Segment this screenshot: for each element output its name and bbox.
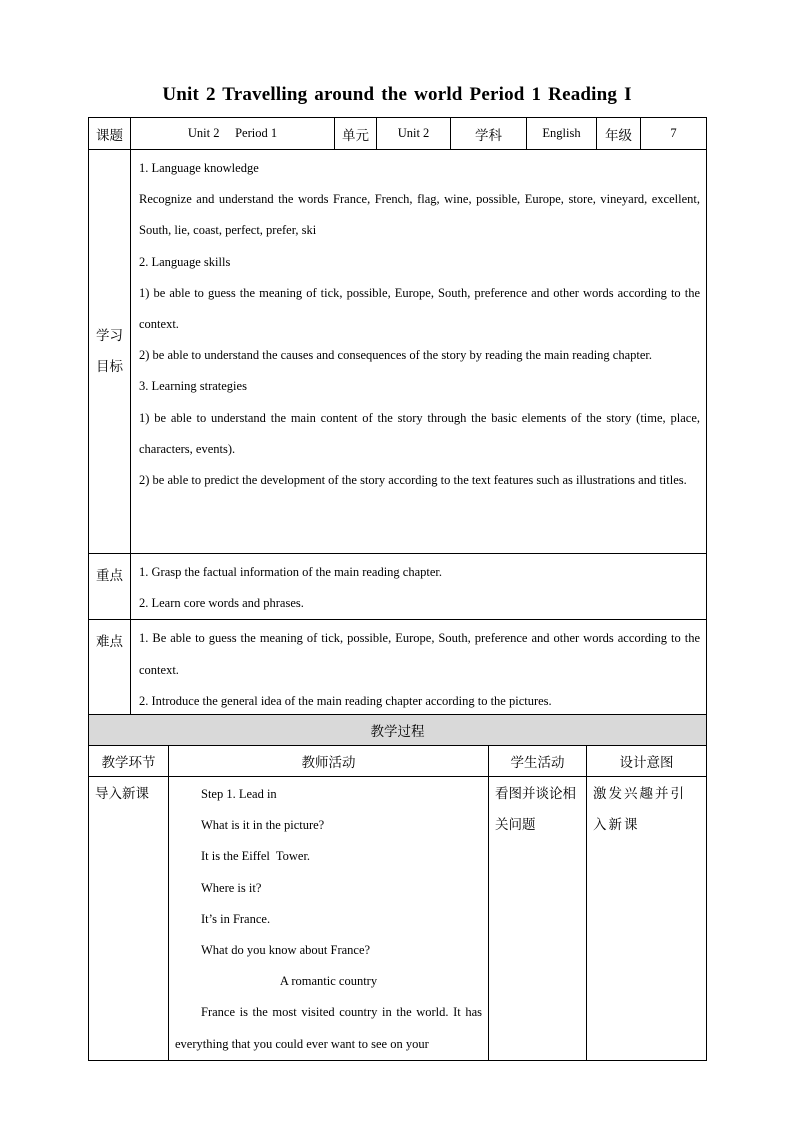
teacher-line: What do you know about France?: [201, 943, 371, 958]
grade-value: 7: [641, 118, 707, 150]
goals-row: [89, 150, 707, 554]
teacher-heading: A romantic country: [279, 974, 378, 989]
key-point-line: 1. Grasp the factual information of the main reading chapter.: [139, 565, 443, 579]
teacher-line: It is the Eiffel Tower.: [201, 849, 311, 864]
teacher-line: What is it in the picture?: [201, 818, 325, 833]
subject-value: English: [527, 118, 597, 150]
subject-label: 学科: [451, 118, 527, 150]
goal-line: 2) be able to understand the causes and consequences of the story by reading the main reading chapter.: [139, 348, 653, 363]
goal-line: 3. Learning strategies: [139, 379, 247, 394]
difficulties-label: 难点: [89, 620, 131, 718]
col-teacher: 教师活动: [169, 746, 489, 777]
teaching-process-table: [88, 714, 707, 1061]
teacher-line: It’s in France.: [201, 911, 271, 926]
student-activity-cell: 看图并谈论相关问题: [489, 777, 587, 1061]
process-row: [89, 777, 707, 1061]
goal-line: 2) be able to predict the development of the story according to the text features such as illustrations and titles.: [139, 473, 687, 488]
col-stage: 教学环节: [89, 746, 169, 777]
course-label: 课题: [89, 118, 131, 150]
goal-line: Recognize and understand the words France, French, flag, wine, possible, Europe, store, vineyard, excellent, South, lie, coast, perfect, prefer, ski: [139, 192, 700, 238]
difficulty-line: 1. Be able to guess the meaning of tick, possible, Europe, South, preference and other words according to the context.: [139, 631, 700, 677]
teacher-paragraph: France is the most visited country in the world. It has everything that you could ever want to see on your: [175, 1005, 482, 1051]
goal-line: 1) be able to guess the meaning of tick, possible, Europe, South, preference and other words according to the context.: [139, 285, 700, 332]
grade-label: 年级: [597, 118, 641, 150]
stage-cell: 导入新课: [89, 777, 169, 1061]
goals-label-line1: 学习: [96, 327, 123, 344]
difficulties-row: [89, 620, 707, 718]
process-band-row: [89, 715, 707, 746]
page-title: Unit 2 Travelling around the world Period 1 Reading I: [162, 84, 632, 105]
goal-line: 1) be able to understand the main content of the story through the basic elements of the story (time, place, characters, events).: [139, 410, 700, 456]
teacher-line: Step 1. Lead in: [201, 787, 277, 801]
key-points-row: [89, 554, 707, 620]
goal-line: 2. Language skills: [139, 254, 231, 269]
goal-line: 1. Language knowledge: [139, 161, 259, 175]
process-columns-row: [89, 746, 707, 777]
unit-label: 单元: [335, 118, 377, 150]
goals-label-line2: 目标: [96, 358, 123, 375]
course-value: Unit 2 Period 1: [131, 118, 335, 150]
col-design: 设计意图: [587, 746, 707, 777]
process-band: 教学过程: [89, 715, 707, 746]
goals-content: [131, 150, 707, 554]
difficulty-line: 2. Introduce the general idea of the main reading chapter according to the pictures.: [139, 693, 552, 708]
key-point-line: 2. Learn core words and phrases.: [139, 596, 304, 611]
unit-value: Unit 2: [377, 118, 451, 150]
key-points-content: [131, 554, 707, 620]
col-student: 学生活动: [489, 746, 587, 777]
design-intent-cell: 激发兴趣并引入新课: [587, 777, 707, 1061]
teacher-line: Where is it?: [201, 880, 262, 895]
goals-label: [89, 150, 131, 554]
teacher-activity-cell: [169, 777, 489, 1061]
lesson-info-table: [88, 117, 707, 718]
difficulties-content: [131, 620, 707, 718]
key-points-label: 重点: [89, 554, 131, 620]
header-row: [89, 118, 707, 150]
